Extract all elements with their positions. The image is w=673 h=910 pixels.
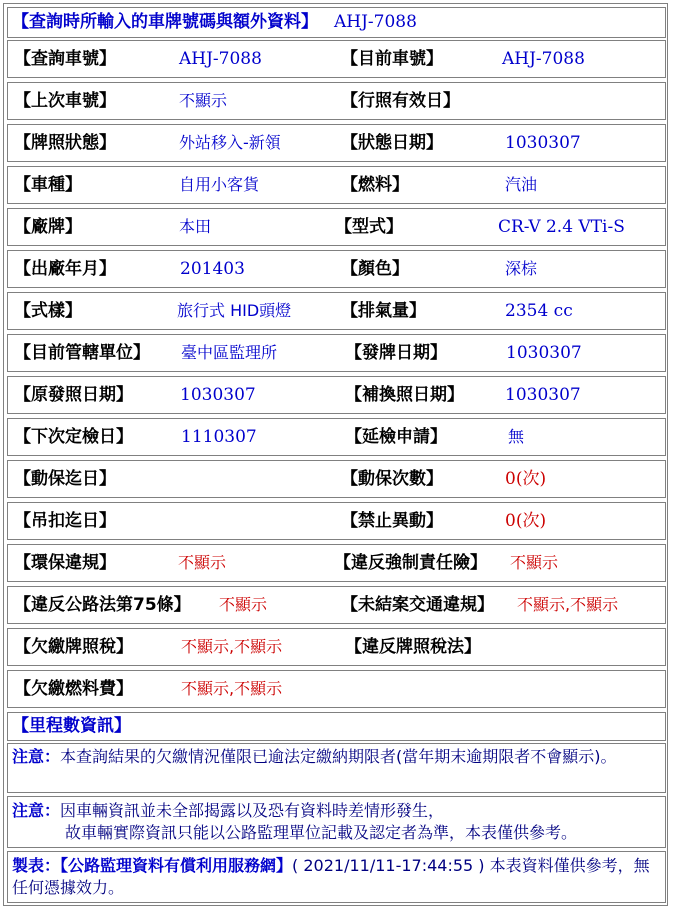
note-source	[7, 851, 666, 903]
label-fuel: 【燃料】	[341, 175, 409, 195]
note-arrears	[7, 743, 666, 793]
label-environmental-violation: 【環保違規】	[14, 553, 116, 573]
value-jurisdiction: 臺中區監理所	[181, 343, 278, 362]
note-source-stamp: ( 2021/11/11-17:44:55 )	[292, 856, 485, 875]
value-highway-act-75: 不顯示	[219, 595, 268, 614]
label-current-plate: 【目前車號】	[341, 49, 443, 69]
row-original-license-date	[7, 376, 666, 414]
label-original-license-date: 【原發照日期】	[14, 385, 133, 405]
value-environmental-violation: 不顯示	[178, 553, 227, 572]
value-model: CR-V 2.4 VTi-S	[498, 217, 625, 237]
label-displacement: 【排氣量】	[341, 301, 426, 321]
label-manufacture-date: 【出廠年月】	[14, 259, 116, 279]
label-color: 【顏色】	[341, 259, 409, 279]
row-vehicle-type	[7, 166, 666, 204]
value-displacement: 2354 cc	[505, 301, 573, 321]
label-unpaid-fuel-fee: 【欠繳燃料費】	[14, 679, 133, 699]
label-vehicle-type: 【車種】	[14, 175, 82, 195]
value-style: 旅行式 HID頭燈	[177, 301, 292, 320]
row-chattel-mortgage-end	[7, 460, 666, 498]
row-manufacture-date	[7, 250, 666, 288]
row-style	[7, 292, 666, 330]
note-disclaimer-label: 注意：	[12, 801, 61, 820]
note-source-text	[12, 855, 661, 899]
value-manufacture-date: 201403	[180, 259, 245, 279]
label-plate-status: 【牌照狀態】	[14, 133, 116, 153]
row-highway-act-75	[7, 586, 666, 624]
label-previous-plate: 【上次車號】	[14, 91, 116, 111]
note-disclaimer-text	[12, 800, 661, 844]
mileage-section	[7, 712, 666, 741]
row-plate	[7, 40, 666, 78]
value-compulsory-insurance: 不顯示	[510, 553, 559, 572]
label-style: 【式樣】	[14, 301, 82, 321]
value-previous-plate: 不顯示	[179, 91, 228, 110]
label-next-inspection: 【下次定檢日】	[14, 427, 133, 447]
value-current-plate: AHJ-7088	[502, 49, 585, 69]
label-brand: 【廠牌】	[14, 217, 82, 237]
label-query-plate: 【查詢車號】	[14, 49, 116, 69]
label-compulsory-insurance: 【違反強制責任險】	[334, 553, 487, 573]
value-transfer-ban: 0(次)	[505, 511, 547, 531]
row-environmental-violation	[7, 544, 666, 582]
note-arrears-text	[12, 746, 661, 768]
note-disclaimer	[7, 796, 666, 848]
label-chattel-mortgage-count: 【動保次數】	[341, 469, 443, 489]
label-pending-traffic-violation: 【未結案交通違規】	[341, 595, 494, 615]
value-pending-traffic-violation: 不顯示,不顯示	[517, 595, 619, 614]
note-disclaimer-line1: 因車輛資訊並未全部揭露以及恐有資料時差情形發生，	[60, 801, 445, 820]
value-fuel: 汽油	[505, 175, 538, 194]
value-original-license-date: 1030307	[180, 385, 256, 405]
value-unpaid-license-tax: 不顯示,不顯示	[181, 637, 283, 656]
value-color: 深棕	[505, 259, 538, 278]
note-disclaimer-line2: 故車輛實際資訊只能以公路監理單位記載及認定者為準，本表僅供參考。	[65, 823, 578, 842]
note-source-body: 本表資料僅供參考，無任何憑據效力。	[12, 856, 650, 897]
label-chattel-mortgage-end: 【動保迄日】	[14, 469, 116, 489]
report-title-plate: AHJ-7088	[334, 12, 417, 32]
value-brand: 本田	[179, 217, 212, 236]
label-highway-act-75: 【違反公路法第75條】	[14, 595, 191, 615]
label-model: 【型式】	[335, 217, 403, 237]
row-unpaid-fuel-fee	[7, 670, 666, 708]
value-query-plate: AHJ-7088	[179, 49, 262, 69]
value-next-inspection: 1110307	[181, 427, 257, 447]
row-next-inspection	[7, 418, 666, 456]
report-header	[7, 7, 666, 38]
label-license-expiry: 【行照有效日】	[341, 91, 460, 111]
value-inspection-extension: 無	[508, 427, 525, 446]
label-inspection-extension: 【延檢申請】	[345, 427, 447, 447]
label-jurisdiction: 【目前管轄單位】	[14, 343, 150, 363]
value-issue-date: 1030307	[506, 343, 582, 363]
value-plate-status: 外站移入-新領	[179, 133, 281, 152]
row-jurisdiction	[7, 334, 666, 372]
row-suspension-end	[7, 502, 666, 540]
label-unpaid-license-tax: 【欠繳牌照稅】	[14, 637, 133, 657]
label-transfer-ban: 【禁止異動】	[341, 511, 443, 531]
note-arrears-body: 本查詢結果的欠繳情況僅限已逾法定繳納期限者(當年期末逾期限者不會顯示)。	[60, 747, 617, 766]
label-suspension-end: 【吊扣迄日】	[14, 511, 116, 531]
value-reissue-date: 1030307	[505, 385, 581, 405]
row-brand	[7, 208, 666, 246]
value-status-date: 1030307	[505, 133, 581, 153]
value-unpaid-fuel-fee: 不顯示,不顯示	[181, 679, 283, 698]
row-unpaid-license-tax	[7, 628, 666, 666]
note-arrears-label: 注意：	[12, 747, 61, 766]
mileage-label: 【里程數資訊】	[12, 716, 131, 736]
value-chattel-mortgage-count: 0(次)	[505, 469, 547, 489]
label-issue-date: 【發牌日期】	[345, 343, 447, 363]
note-source-service: 【公路監理資料有償利用服務網】	[60, 856, 293, 875]
label-license-tax-violation: 【違反牌照稅法】	[345, 637, 481, 657]
value-vehicle-type: 自用小客貨	[179, 175, 260, 194]
row-plate-status	[7, 124, 666, 162]
note-source-label: 製表：	[12, 856, 61, 875]
row-previous-plate	[7, 82, 666, 120]
label-reissue-date: 【補換照日期】	[345, 385, 464, 405]
report-title-label: 【查詢時所輸入的車牌號碼與額外資料】	[12, 12, 318, 32]
label-status-date: 【狀態日期】	[341, 133, 443, 153]
